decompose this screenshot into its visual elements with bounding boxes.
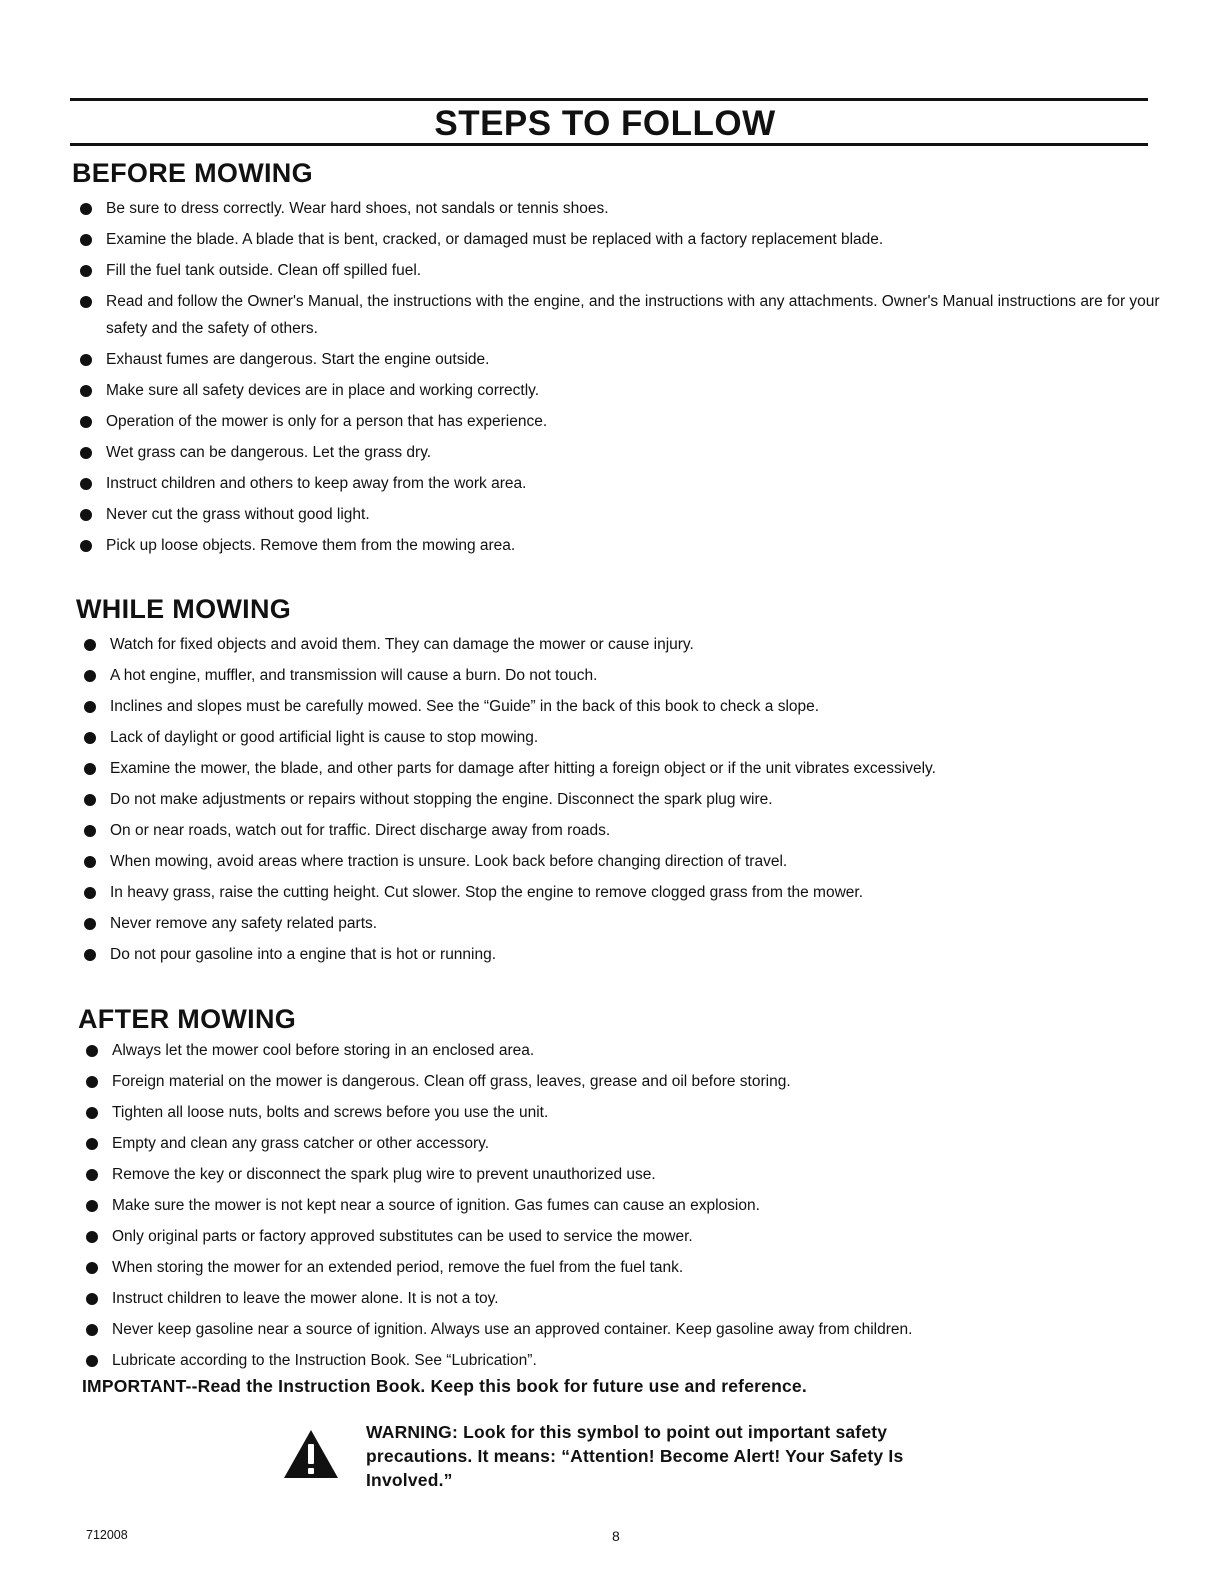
list-item-text: Instruct children and others to keep away from the work area.	[106, 475, 527, 492]
list-item-text: When storing the mower for an extended period, remove the fuel from the fuel tank.	[112, 1259, 684, 1276]
list-item-text: Do not make adjustments or repairs without stopping the engine. Disconnect the spark plug wire.	[110, 791, 773, 808]
list-item	[76, 755, 1166, 786]
list-item	[72, 439, 1162, 470]
bullet-icon	[86, 1324, 98, 1336]
bullet-icon	[86, 1138, 98, 1150]
bullet-icon	[80, 478, 92, 490]
list-item	[72, 288, 1162, 346]
bullet-icon	[84, 670, 96, 682]
warning-triangle-icon	[282, 1428, 340, 1480]
list-item-text: Always let the mower cool before storing in an enclosed area.	[112, 1042, 535, 1059]
list-item	[72, 346, 1162, 377]
bullet-icon	[80, 203, 92, 215]
list-item	[76, 724, 1166, 755]
list-item	[78, 1316, 1168, 1347]
list-item	[76, 817, 1166, 848]
bullet-icon	[84, 949, 96, 961]
list-item-text: When mowing, avoid areas where traction is unsure. Look back before changing direction of travel.	[110, 853, 788, 870]
list-item	[72, 257, 1162, 288]
list-item	[72, 195, 1162, 226]
list-item	[78, 1223, 1168, 1254]
document-code: 712008	[86, 1528, 128, 1542]
after-mowing-section	[78, 1003, 1168, 1378]
list-item-text: Never cut the grass without good light.	[106, 506, 370, 523]
list-item-text: Watch for fixed objects and avoid them. They can damage the mower or cause injury.	[110, 636, 694, 653]
while-mowing-section	[76, 593, 1166, 972]
bullet-icon	[80, 354, 92, 366]
bullet-icon	[86, 1076, 98, 1088]
list-item-text: Empty and clean any grass catcher or other accessory.	[112, 1135, 490, 1152]
bullet-icon	[80, 540, 92, 552]
bullet-icon	[80, 265, 92, 277]
list-item	[76, 693, 1166, 724]
after-mowing-heading: AFTER MOWING	[78, 1004, 297, 1034]
list-item-text: Pick up loose objects. Remove them from the mowing area.	[106, 537, 516, 554]
list-item-text: Lack of daylight or good artificial light is cause to stop mowing.	[110, 729, 539, 746]
bullet-icon	[80, 234, 92, 246]
bullet-icon	[80, 509, 92, 521]
list-item-text: In heavy grass, raise the cutting height. Cut slower. Stop the engine to remove clogged grass from the mower.	[110, 884, 864, 901]
bullet-icon	[80, 416, 92, 428]
list-item	[78, 1347, 1168, 1378]
bullet-icon	[80, 447, 92, 459]
list-item	[72, 408, 1162, 439]
list-item	[76, 879, 1166, 910]
bullet-icon	[86, 1169, 98, 1181]
title-underline-rule	[70, 143, 1148, 146]
list-item-text: Make sure all safety devices are in place and working correctly.	[106, 382, 540, 399]
bullet-icon	[84, 794, 96, 806]
list-item	[78, 1037, 1168, 1068]
list-item	[76, 662, 1166, 693]
bullet-icon	[84, 887, 96, 899]
list-item-text: Instruct children to leave the mower alone. It is not a toy.	[112, 1290, 499, 1307]
bullet-icon	[84, 763, 96, 775]
list-item	[76, 631, 1166, 662]
list-item-text: Tighten all loose nuts, bolts and screws before you use the unit.	[112, 1104, 549, 1121]
list-item-text: Wet grass can be dangerous. Let the grass dry.	[106, 444, 432, 461]
list-item-text: Be sure to dress correctly. Wear hard shoes, not sandals or tennis shoes.	[106, 200, 609, 217]
list-item	[72, 226, 1162, 257]
list-item-text: Operation of the mower is only for a person that has experience.	[106, 413, 548, 430]
bullet-icon	[84, 856, 96, 868]
list-item	[78, 1130, 1168, 1161]
bullet-icon	[86, 1200, 98, 1212]
bullet-icon	[86, 1262, 98, 1274]
list-item-text: Examine the blade. A blade that is bent, cracked, or damaged must be replaced with a factory replacement blade.	[106, 231, 884, 248]
list-item-text: Inclines and slopes must be carefully mowed. See the “Guide” in the back of this book to check a slope.	[110, 698, 820, 715]
list-item-text: Do not pour gasoline into a engine that is hot or running.	[110, 946, 497, 963]
list-item	[76, 941, 1166, 972]
list-item-text: Never keep gasoline near a source of ignition. Always use an approved container. Keep gasoline away from children.	[112, 1321, 913, 1338]
after-mowing-list	[78, 1037, 1168, 1378]
bullet-icon	[80, 296, 92, 308]
list-item	[78, 1254, 1168, 1285]
while-mowing-heading: WHILE MOWING	[76, 594, 292, 624]
list-item	[76, 786, 1166, 817]
before-mowing-heading: BEFORE MOWING	[72, 158, 313, 188]
before-mowing-section	[72, 157, 1162, 563]
bullet-icon	[86, 1355, 98, 1367]
while-mowing-list	[76, 631, 1166, 972]
top-rule	[70, 98, 1148, 101]
list-item	[76, 910, 1166, 941]
bullet-icon	[84, 639, 96, 651]
list-item-text: Examine the mower, the blade, and other parts for damage after hitting a foreign object or if the unit vibrates excessively.	[110, 760, 936, 777]
bullet-icon	[84, 732, 96, 744]
important-note: IMPORTANT--Read the Instruction Book. Keep this book for future use and reference.	[82, 1376, 807, 1396]
bullet-icon	[86, 1107, 98, 1119]
bullet-icon	[86, 1045, 98, 1057]
list-item	[78, 1285, 1168, 1316]
list-item-text: Foreign material on the mower is dangerous. Clean off grass, leaves, grease and oil before storing.	[112, 1073, 791, 1090]
warning-text: WARNING: Look for this symbol to point out important safety precautions. It means: “Attention! Become Alert! Your Safety Is Involved.”	[366, 1422, 904, 1490]
list-item-text: Only original parts or factory approved substitutes can be used to service the mower.	[112, 1228, 693, 1245]
list-item	[78, 1192, 1168, 1223]
page-title: STEPS TO FOLLOW	[434, 104, 776, 143]
bullet-icon	[84, 918, 96, 930]
list-item	[78, 1068, 1168, 1099]
list-item	[72, 501, 1162, 532]
page-number: 8	[612, 1528, 620, 1544]
list-item	[72, 377, 1162, 408]
bullet-icon	[84, 825, 96, 837]
list-item-text: Make sure the mower is not kept near a source of ignition. Gas fumes can cause an explosion.	[112, 1197, 760, 1214]
list-item-text: A hot engine, muffler, and transmission will cause a burn. Do not touch.	[110, 667, 598, 684]
bullet-icon	[86, 1231, 98, 1243]
list-item-text: Exhaust fumes are dangerous. Start the engine outside.	[106, 351, 490, 368]
list-item-text: Remove the key or disconnect the spark plug wire to prevent unauthorized use.	[112, 1166, 656, 1183]
bullet-icon	[84, 701, 96, 713]
list-item	[72, 532, 1162, 563]
before-mowing-list	[72, 195, 1162, 563]
bullet-icon	[86, 1293, 98, 1305]
list-item	[78, 1161, 1168, 1192]
bullet-icon	[80, 385, 92, 397]
list-item-text: Never remove any safety related parts.	[110, 915, 378, 932]
list-item-text: Lubricate according to the Instruction Book. See “Lubrication”.	[112, 1352, 537, 1369]
list-item-text: Fill the fuel tank outside. Clean off spilled fuel.	[106, 262, 422, 279]
list-item-text: Read and follow the Owner's Manual, the instructions with the engine, and the instructions with any attachments. Owner's Manual instructions are for your safety and the safety of others.	[106, 293, 1160, 337]
list-item	[78, 1099, 1168, 1130]
list-item	[72, 470, 1162, 501]
list-item	[76, 848, 1166, 879]
list-item-text: On or near roads, watch out for traffic. Direct discharge away from roads.	[110, 822, 611, 839]
